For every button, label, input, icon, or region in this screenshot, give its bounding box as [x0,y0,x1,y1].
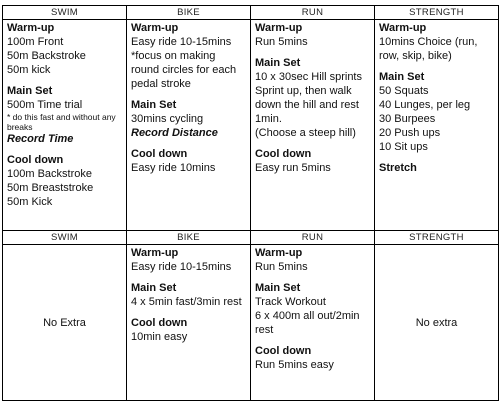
run-main-note: (Choose a steep hill) [255,127,356,139]
run-cool-title: Cool down [255,148,312,160]
run-main-line: 6 x 400m all out/2min rest [255,310,360,336]
content-row-1 [3,20,499,231]
content-row-2 [3,245,499,401]
bike-cool-title: Cool down [131,317,188,329]
bike-cool-line: 10min easy [131,331,188,343]
bike-cell-1 [127,20,251,231]
swim-warmup-line: 50m kick [7,64,51,76]
bike-record: Record Distance [131,127,218,139]
header-run: RUN [251,6,375,20]
swim-warmup-title: Warm-up [7,22,55,34]
bike-main-title: Main Set [131,99,177,111]
strength-cell-2: No extra [375,245,499,401]
run-main-title: Main Set [255,282,301,294]
run-main-line: Track Workout [255,296,326,308]
run-main-title: Main Set [255,57,301,69]
bike-warmup-title: Warm-up [131,247,179,259]
bike-cool-line: Easy ride 10mins [131,162,216,174]
run-warmup-title: Warm-up [255,22,303,34]
bike-cell-2 [127,245,251,401]
header-swim: SWIM [3,6,127,20]
run-warmup-line: Run 5mins [255,36,308,48]
run-warmup-line: Run 5mins [255,261,308,273]
strength-warmup-title: Warm-up [379,22,427,34]
bike-warmup-line: Easy ride 10-15mins [131,36,232,48]
swim-cell-1 [3,20,127,231]
bike-main-line: 30mins cycling [131,113,204,125]
run-cell-2 [251,245,375,401]
strength-main-title: Main Set [379,71,425,83]
header-bike: BIKE [127,231,251,245]
swim-main-line: 500m Time trial [7,99,83,111]
strength-main-line: 30 Burpees [379,113,436,125]
strength-main-line: 40 Lunges, per leg [379,99,471,111]
header-bike: BIKE [127,6,251,20]
training-plan-table [2,5,499,401]
swim-warmup-line: 50m Backstroke [7,50,86,62]
swim-main-title: Main Set [7,85,53,97]
bike-warmup-title: Warm-up [131,22,179,34]
strength-main-line: 10 Sit ups [379,141,428,153]
run-cell-1 [251,20,375,231]
header-row-2 [3,231,499,245]
swim-main-note: * do this fast and without any breaks [7,112,116,132]
bike-main-title: Main Set [131,282,177,294]
run-cool-line: Run 5mins easy [255,359,334,371]
bike-main-line: 4 x 5min fast/3min rest [131,296,242,308]
strength-main-line: 50 Squats [379,85,429,97]
header-strength: STRENGTH [375,231,499,245]
run-warmup-title: Warm-up [255,247,303,259]
strength-cell-1 [375,20,499,231]
header-row-1 [3,6,499,20]
header-run: RUN [251,231,375,245]
swim-cell-2: No Extra [3,245,127,401]
strength-stretch: Stretch [379,162,417,174]
strength-warmup-text: 10mins Choice (run, row, skip, bike) [379,36,478,62]
swim-warmup-line: 100m Front [7,36,64,48]
bike-warmup-note: *focus on making round circles for each pedal stroke [131,50,237,90]
run-cool-line: Easy run 5mins [255,162,331,174]
swim-record: Record Time [7,133,74,145]
header-strength: STRENGTH [375,6,499,20]
swim-cool-title: Cool down [7,154,64,166]
swim-cool-line: 100m Backstroke [7,168,92,180]
bike-cool-title: Cool down [131,148,188,160]
header-swim: SWIM [3,231,127,245]
run-cool-title: Cool down [255,345,312,357]
swim-cool-line: 50m Breaststroke [7,182,94,194]
run-main-text: 10 x 30sec Hill sprints Sprint up, then walk down the hill and rest 1min. [255,71,362,125]
bike-warmup-line: Easy ride 10-15mins [131,261,232,273]
strength-main-line: 20 Push ups [379,127,441,139]
swim-cool-line: 50m Kick [7,196,53,208]
